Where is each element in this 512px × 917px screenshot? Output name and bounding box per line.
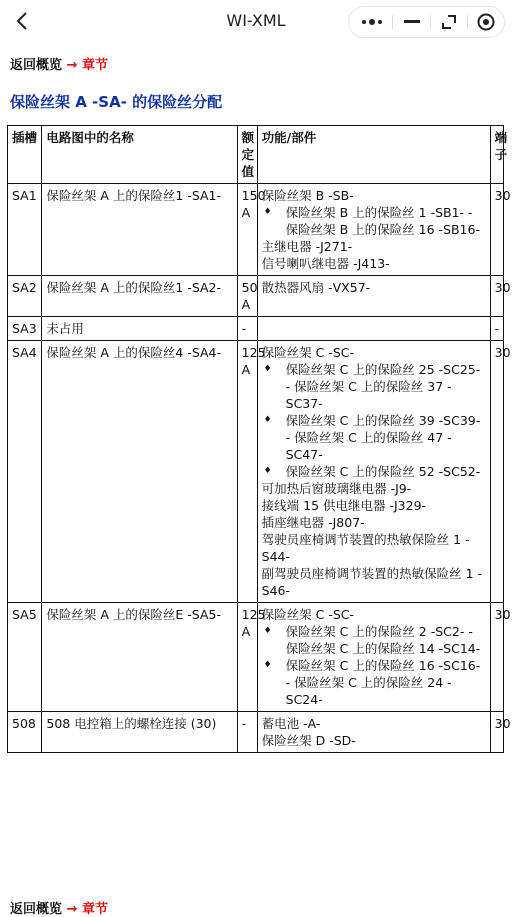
- cell-slot: SA4: [8, 341, 42, 603]
- minimize-icon[interactable]: [393, 7, 430, 37]
- table-row: [8, 712, 504, 753]
- function-line: 保险丝架 C -SC-: [261, 607, 354, 622]
- cell-rating: -: [237, 317, 257, 341]
- page-title: 保险丝架 A -SA- 的保险丝分配: [10, 93, 223, 111]
- function-line: 保险丝架 B -SB-: [261, 188, 354, 203]
- function-line: 信号喇叭继电器 -J413-: [261, 256, 390, 271]
- cell-name: 未占用: [42, 317, 237, 341]
- cell-rating: 125 A: [237, 341, 257, 603]
- cell-name: 508 电控箱上的螺栓连接 (30): [42, 712, 237, 753]
- function-line: 主继电器 -J271-: [261, 239, 353, 254]
- cell-function: [257, 317, 490, 341]
- nav-arrow: →: [66, 58, 78, 73]
- share-window-icon[interactable]: [430, 7, 467, 37]
- function-line: 保险丝架 C -SC-: [261, 345, 354, 360]
- function-line: 副驾驶员座椅调节装置的热敏保险丝 1 -S46-: [261, 566, 483, 598]
- sub-fuse-item: ♦ 保险丝架 C 上的保险丝 25 -SC25- - 保险丝架 C 上的保险丝 37 -SC37-: [286, 361, 486, 412]
- cell-terminal: 30: [490, 712, 503, 753]
- cell-function: [257, 712, 490, 753]
- cell-rating: 125 A: [237, 603, 257, 712]
- table-row: [8, 276, 504, 317]
- table-row: [8, 184, 504, 276]
- nav-top: [10, 54, 108, 73]
- sub-fuse-item: ♦ 保险丝架 C 上的保险丝 52 -SC52-: [286, 463, 486, 480]
- cell-name: 保险丝架 A 上的保险丝E -SA5-: [42, 603, 237, 712]
- cell-rating: 150 A: [237, 184, 257, 276]
- cell-rating: 50 A: [237, 276, 257, 317]
- col-header-terminal: 端子: [490, 126, 503, 184]
- chapter-link-bottom[interactable]: 章节: [81, 902, 108, 917]
- cell-function: [257, 341, 490, 603]
- sub-fuse-item: ♦ 保险丝架 B 上的保险丝 1 -SB1- - 保险丝架 B 上的保险丝 16 -SB16-: [286, 204, 486, 238]
- mini-program-capsule: [348, 6, 505, 38]
- nav-bottom: [10, 898, 108, 917]
- col-header-function: 功能/部件: [257, 126, 490, 184]
- function-line: 保险丝架 D -SD-: [261, 733, 356, 748]
- cell-terminal: 30: [490, 276, 503, 317]
- back-to-overview-link[interactable]: 返回概览: [10, 58, 63, 73]
- cell-slot: SA5: [8, 603, 42, 712]
- function-line: 散热器风扇 -VX57-: [261, 280, 371, 295]
- function-line: 可加热后窗玻璃继电器 -J9-: [261, 481, 412, 496]
- function-line: 接线端 15 供电继电器 -J329-: [261, 498, 427, 513]
- cell-terminal: 30: [490, 341, 503, 603]
- function-line: 驾驶员座椅调节装置的热敏保险丝 1 -S44-: [261, 532, 470, 564]
- cell-name: 保险丝架 A 上的保险丝1 -SA1-: [42, 184, 237, 276]
- cell-slot: SA1: [8, 184, 42, 276]
- table-row: [8, 341, 504, 603]
- sub-fuse-item: ♦ 保险丝架 C 上的保险丝 2 -SC2- - 保险丝架 C 上的保险丝 14 -SC14-: [286, 623, 486, 657]
- col-header-rating: 额定值: [237, 126, 257, 184]
- cell-name: 保险丝架 A 上的保险丝1 -SA2-: [42, 276, 237, 317]
- cell-slot: 508: [8, 712, 42, 753]
- table-header-row: [8, 126, 504, 184]
- back-to-overview-link-bottom[interactable]: 返回概览: [10, 902, 63, 917]
- fuse-table: [7, 125, 511, 753]
- cell-rating: -: [237, 712, 257, 753]
- top-bar: [0, 0, 512, 44]
- chapter-link[interactable]: 章节: [81, 58, 108, 73]
- col-header-slot: 插槽: [8, 126, 42, 184]
- function-line: 蓄电池 -A-: [261, 716, 321, 731]
- cell-slot: SA3: [8, 317, 42, 341]
- cell-terminal: -: [490, 317, 503, 341]
- cell-slot: SA2: [8, 276, 42, 317]
- function-line: 插座继电器 -J807-: [261, 515, 365, 530]
- col-header-name: 电路图中的名称: [42, 126, 237, 184]
- close-target-icon[interactable]: [467, 7, 504, 37]
- sub-fuse-list: [262, 623, 486, 708]
- cell-name: 保险丝架 A 上的保险丝4 -SA4-: [42, 341, 237, 603]
- cell-function: [257, 276, 490, 317]
- sub-fuse-list: [262, 361, 486, 480]
- window-title: WI-XML: [226, 11, 286, 30]
- table-body: [8, 184, 511, 753]
- sub-fuse-list: [262, 204, 486, 238]
- cell-terminal: 30: [490, 603, 503, 712]
- cell-terminal: 30: [490, 184, 503, 276]
- table-row: [8, 317, 504, 341]
- cell-function: [257, 603, 490, 712]
- table-row: [8, 603, 504, 712]
- sub-fuse-item: ♦ 保险丝架 C 上的保险丝 16 -SC16- - 保险丝架 C 上的保险丝 24 -SC24-: [286, 657, 486, 708]
- sub-fuse-item: ♦ 保险丝架 C 上的保险丝 39 -SC39- - 保险丝架 C 上的保险丝 47 -SC47-: [286, 412, 486, 463]
- cell-function: [257, 184, 490, 276]
- nav-arrow-bottom: →: [66, 902, 78, 917]
- more-dots-icon[interactable]: [353, 7, 390, 37]
